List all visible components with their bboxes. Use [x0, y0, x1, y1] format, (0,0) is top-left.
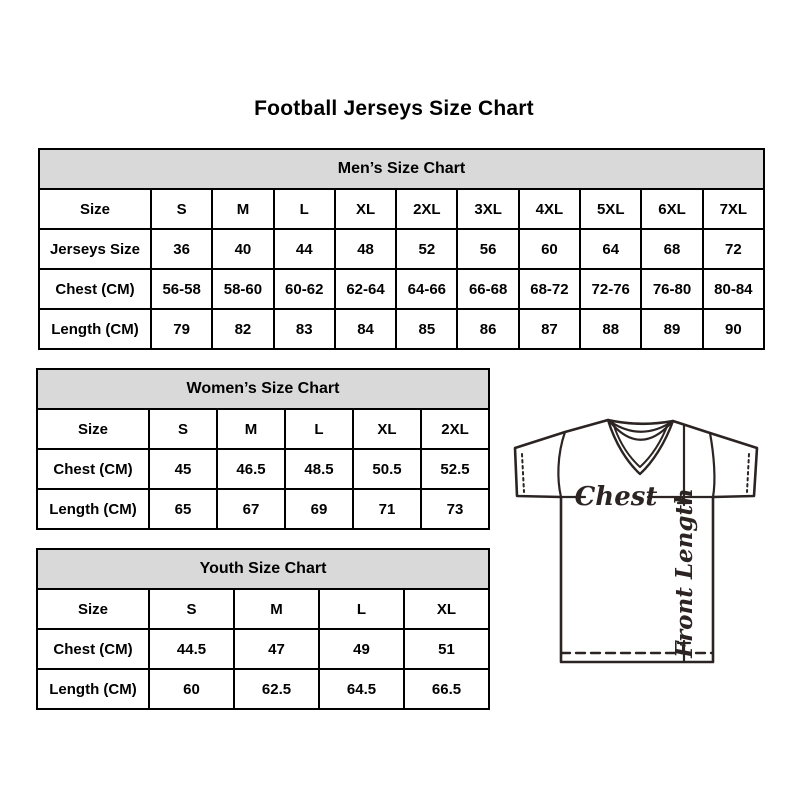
mens-table-title: Men’s Size Chart	[39, 149, 764, 189]
size-value-cell: 58-60	[212, 269, 273, 309]
size-value-cell: 45	[149, 449, 217, 489]
column-header-cell: XL	[353, 409, 421, 449]
column-header-cell: M	[212, 189, 273, 229]
size-value-cell: 66.5	[404, 669, 489, 709]
table-row	[39, 269, 764, 309]
size-value-cell: 79	[151, 309, 212, 349]
column-header-cell: M	[217, 409, 285, 449]
size-value-cell: 76-80	[641, 269, 702, 309]
size-value-cell: 86	[457, 309, 518, 349]
column-header-cell: 2XL	[421, 409, 489, 449]
size-value-cell: 47	[234, 629, 319, 669]
size-value-cell: 52	[396, 229, 457, 269]
column-header-cell: 7XL	[703, 189, 764, 229]
table-row	[37, 489, 489, 529]
row-label-cell: Size	[39, 189, 151, 229]
size-value-cell: 87	[519, 309, 580, 349]
column-header-cell: 4XL	[519, 189, 580, 229]
jersey-measurement-diagram	[503, 410, 771, 672]
row-label-cell: Jerseys Size	[39, 229, 151, 269]
size-value-cell: 88	[580, 309, 641, 349]
size-value-cell: 56	[457, 229, 518, 269]
column-header-cell: L	[285, 409, 353, 449]
table-row	[37, 409, 489, 449]
column-header-cell: L	[319, 589, 404, 629]
column-header-cell: S	[151, 189, 212, 229]
womens-size-table	[36, 368, 490, 530]
size-value-cell: 49	[319, 629, 404, 669]
row-label-cell: Size	[37, 409, 149, 449]
size-value-cell: 62-64	[335, 269, 396, 309]
column-header-cell: S	[149, 409, 217, 449]
size-value-cell: 60-62	[274, 269, 335, 309]
size-value-cell: 66-68	[457, 269, 518, 309]
column-header-cell: L	[274, 189, 335, 229]
row-label-cell: Chest (CM)	[39, 269, 151, 309]
size-value-cell: 64-66	[396, 269, 457, 309]
column-header-cell: S	[149, 589, 234, 629]
column-header-cell: XL	[335, 189, 396, 229]
row-label-cell: Length (CM)	[39, 309, 151, 349]
column-header-cell: 5XL	[580, 189, 641, 229]
size-value-cell: 89	[641, 309, 702, 349]
table-row	[37, 629, 489, 669]
front-length-label: Front Length	[671, 488, 698, 658]
size-value-cell: 62.5	[234, 669, 319, 709]
size-value-cell: 82	[212, 309, 273, 349]
size-value-cell: 64	[580, 229, 641, 269]
youth-table-title: Youth Size Chart	[37, 549, 489, 589]
table-row	[39, 309, 764, 349]
size-value-cell: 80-84	[703, 269, 764, 309]
size-value-cell: 83	[274, 309, 335, 349]
size-value-cell: 84	[335, 309, 396, 349]
column-header-cell: 6XL	[641, 189, 702, 229]
row-label-cell: Length (CM)	[37, 489, 149, 529]
table-row	[37, 589, 489, 629]
size-value-cell: 52.5	[421, 449, 489, 489]
column-header-cell: M	[234, 589, 319, 629]
size-value-cell: 48.5	[285, 449, 353, 489]
row-label-cell: Chest (CM)	[37, 449, 149, 489]
size-value-cell: 50.5	[353, 449, 421, 489]
size-value-cell: 68	[641, 229, 702, 269]
size-value-cell: 60	[149, 669, 234, 709]
size-value-cell: 90	[703, 309, 764, 349]
size-value-cell: 40	[212, 229, 273, 269]
column-header-cell: 3XL	[457, 189, 518, 229]
row-label-cell: Size	[37, 589, 149, 629]
size-value-cell: 48	[335, 229, 396, 269]
size-value-cell: 85	[396, 309, 457, 349]
size-value-cell: 68-72	[519, 269, 580, 309]
table-row	[37, 449, 489, 489]
jersey-outline	[515, 420, 757, 662]
row-label-cell: Length (CM)	[37, 669, 149, 709]
page-title: Football Jerseys Size Chart	[254, 97, 534, 120]
row-label-cell: Chest (CM)	[37, 629, 149, 669]
size-value-cell: 69	[285, 489, 353, 529]
size-value-cell: 44.5	[149, 629, 234, 669]
size-value-cell: 72-76	[580, 269, 641, 309]
size-value-cell: 73	[421, 489, 489, 529]
size-value-cell: 71	[353, 489, 421, 529]
mens-size-table	[38, 148, 765, 350]
size-value-cell: 46.5	[217, 449, 285, 489]
size-value-cell: 36	[151, 229, 212, 269]
size-value-cell: 72	[703, 229, 764, 269]
size-value-cell: 56-58	[151, 269, 212, 309]
chest-label: Chest	[574, 482, 658, 512]
size-value-cell: 51	[404, 629, 489, 669]
size-value-cell: 64.5	[319, 669, 404, 709]
womens-table-title: Women’s Size Chart	[37, 369, 489, 409]
size-value-cell: 67	[217, 489, 285, 529]
table-row	[39, 189, 764, 229]
size-value-cell: 44	[274, 229, 335, 269]
size-value-cell: 60	[519, 229, 580, 269]
table-row	[39, 229, 764, 269]
column-header-cell: XL	[404, 589, 489, 629]
youth-size-table	[36, 548, 490, 710]
size-value-cell: 65	[149, 489, 217, 529]
column-header-cell: 2XL	[396, 189, 457, 229]
table-row	[37, 669, 489, 709]
